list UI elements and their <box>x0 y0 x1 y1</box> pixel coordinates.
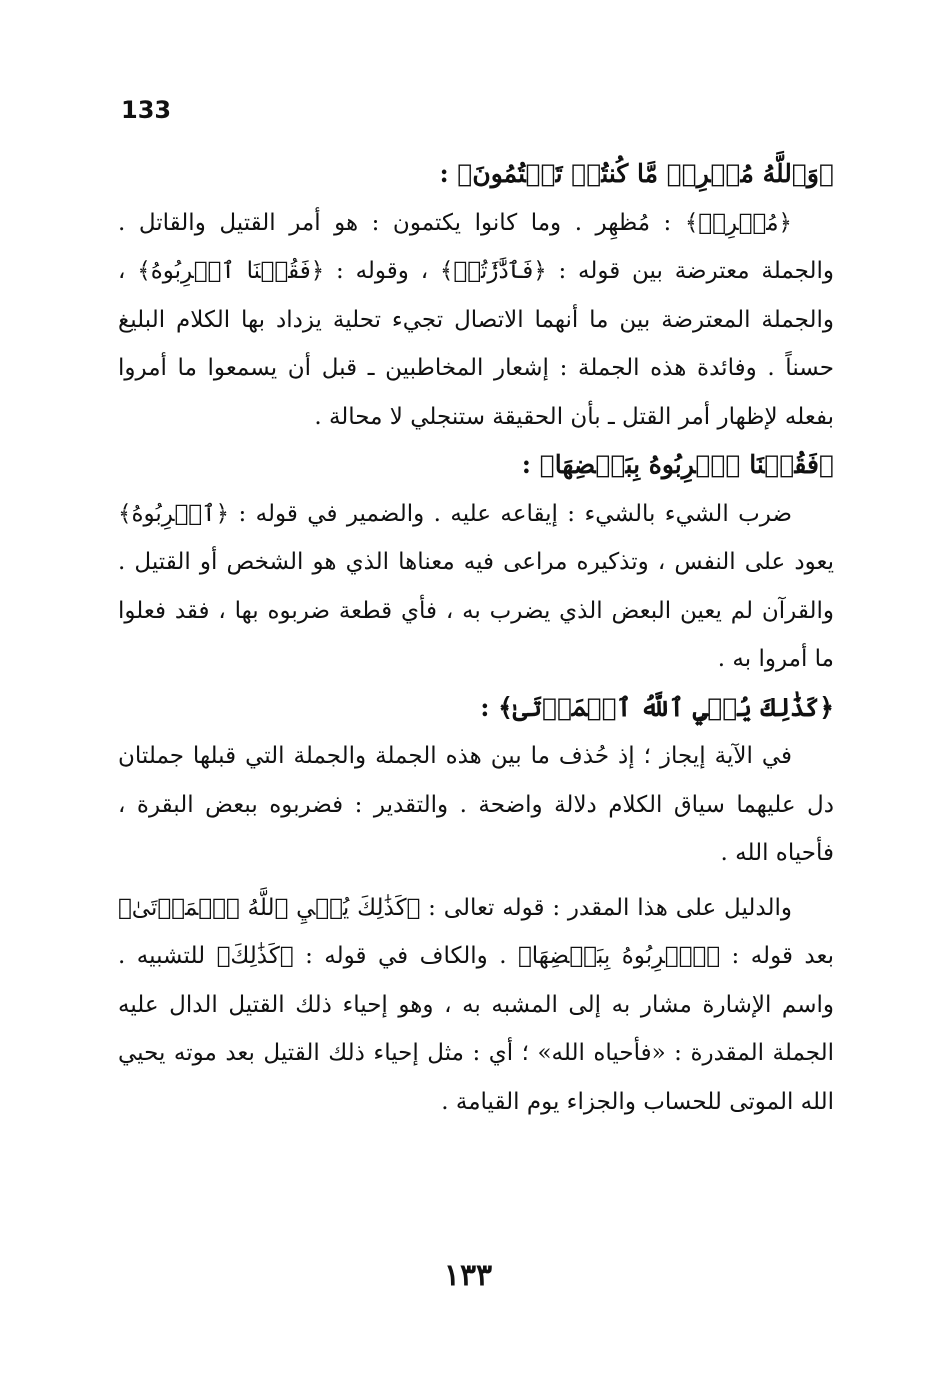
page-number-arabic: ١٣٣ <box>443 1258 493 1293</box>
page-body <box>118 150 834 1126</box>
page-number-latin: 133 <box>121 96 172 124</box>
verse-heading-2: ﴿فَقُلۡنَا ٱضۡرِبُوهُ بِبَعۡضِهَا﴾ : <box>521 450 834 479</box>
verse-heading-1: ﴿وَٱللَّهُ مُخۡرِجٞ مَّا كُنتُمۡ تَكۡتُمُونَ﴾ : <box>439 159 834 188</box>
paragraph-4: والدليل على هذا المقدر : قوله تعالى : ﴿كَذَٰلِكَ يُحۡيِ ٱللَّهُ ٱلۡمَوۡتَىٰ﴾ بعد قوله : ﴿ٱضۡرِبُوهُ بِبَعۡضِهَا﴾ . والكاف في قوله : ﴿كَذَٰلِكَ﴾ للتشبيه . واسم الإشارة مشار به إلى المشبه به ، وهو إحياء ذلك القتيل الدال عليه الجملة المقدرة : «فأحياه الله» ؛ أي : مثل إحياء ذلك القتيل بعد موته يحيي الله الموتى للحساب والجزاء يوم القيامة . <box>118 894 834 1115</box>
paragraph-2: ضرب الشيء بالشيء : إيقاعه عليه . والضمير في قوله : ﴿ٱضۡرِبُوهُ﴾ يعود على النفس ، وتذكيره مراعى فيه معناها الذي هو الشخص أو القتيل . والقرآن لم يعين البعض الذي يضرب به ، فأي قطعة ضربوه بها ، فقد فعلوا ما أمروا به . <box>118 500 834 672</box>
verse-heading-3: ﴿كَذَٰلِكَ يُحۡيِ ٱللَّهُ ٱلۡمَوۡتَىٰ﴾ : <box>480 692 834 722</box>
paragraph-3: في الآية إيجاز ؛ إذ حُذف ما بين هذه الجملة والجملة التي قبلها جملتان دل عليهما سياق الكلام دلالة واضحة . والتقدير : فضربوه ببعض البقرة ، فأحياه الله . <box>118 743 834 866</box>
paragraph-1: ﴿مُخۡرِجٞ﴾ : مُظهِر . وما كانوا يكتمون : هو أمر القتيل والقاتل . والجملة معترضة بين قوله : ﴿فَٱدَّٰرَٰٔتُمۡ﴾ ، وقوله : ﴿فَقُلۡنَا ٱضۡرِبُوهُ﴾ ، والجملة المعترضة بين ما أنهما الاتصال تجيء تحلية يزداد بها الكلام البليغ حسناً . وفائدة هذه الجملة : إشعار المخاطبين ـ قبل أن يسمعوا ما أمروا بفعله لإظهار أمر القتل ـ بأن الحقيقة ستنجلي لا محالة . <box>118 209 834 430</box>
